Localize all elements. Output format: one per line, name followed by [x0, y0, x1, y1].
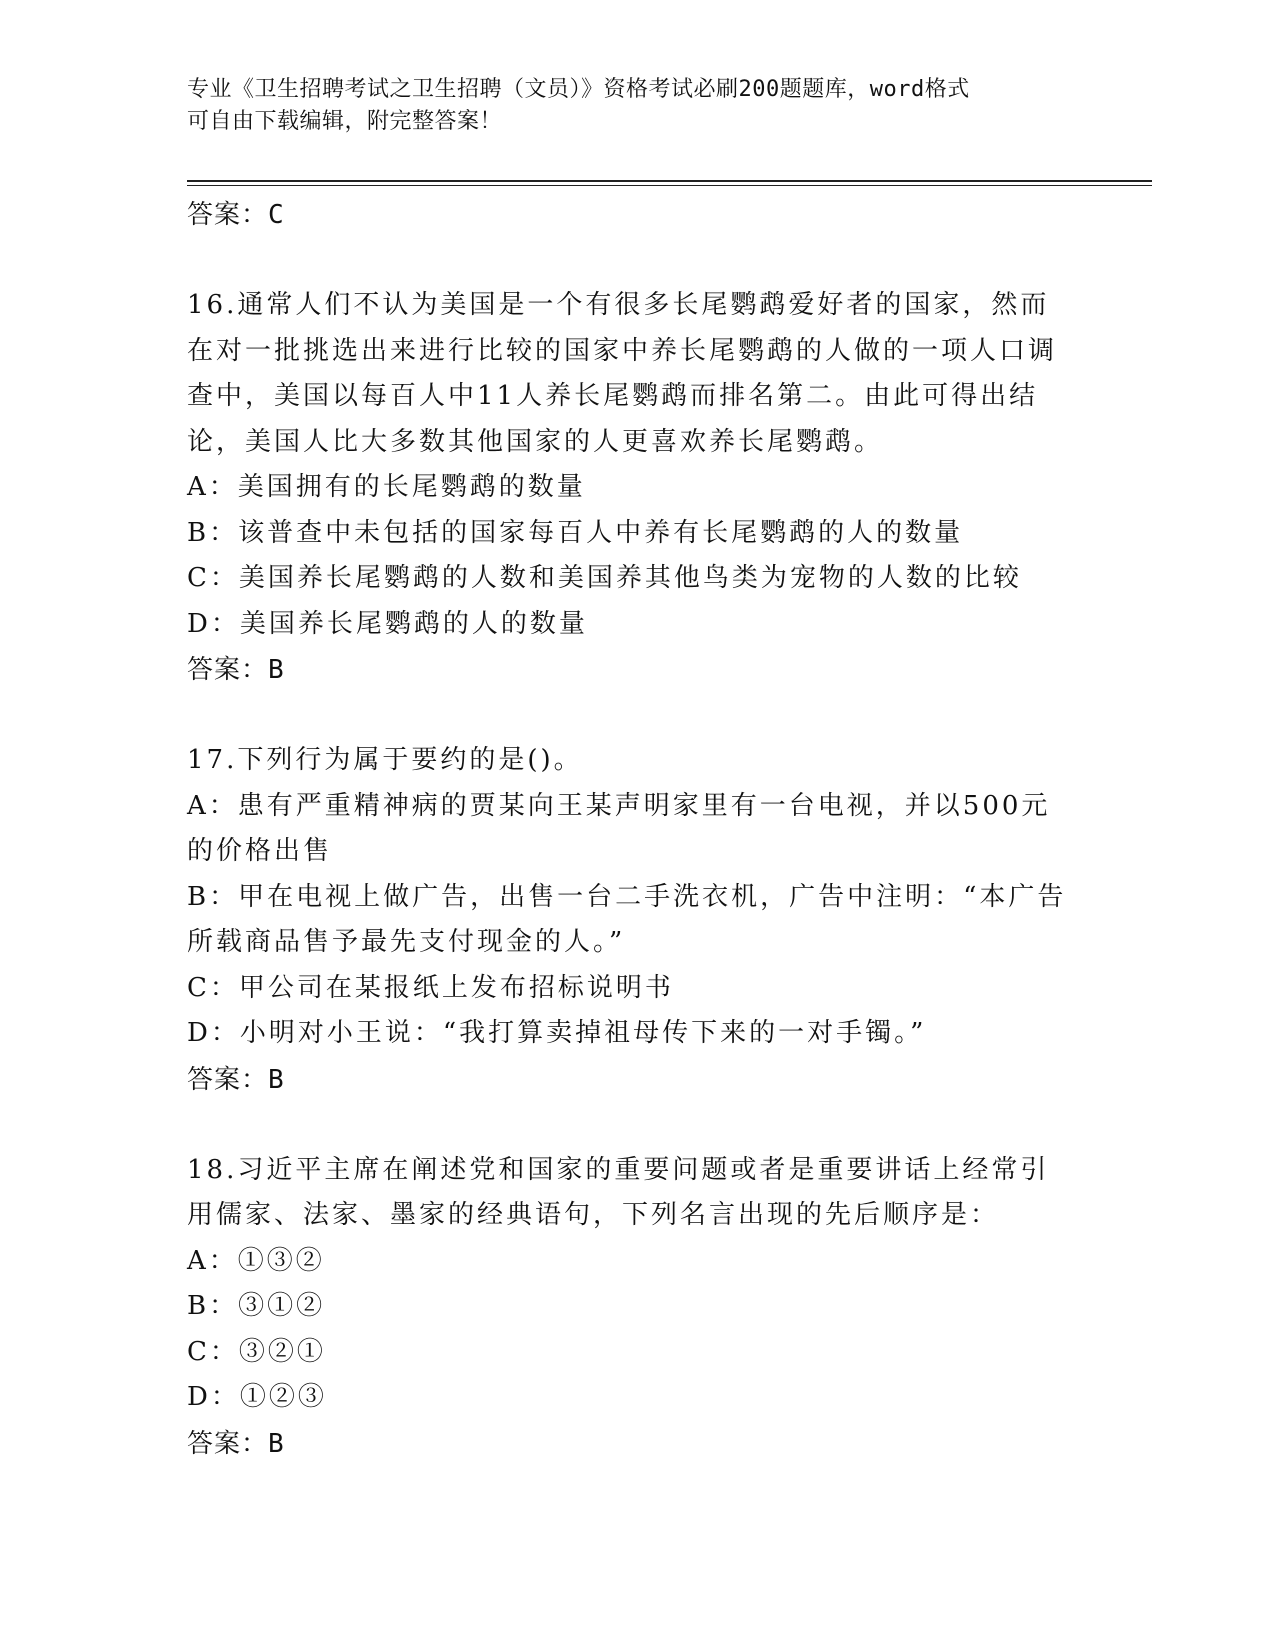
option-d: D：美国养长尾鹦鹉的人的数量 [187, 608, 588, 639]
option-b: B：该普查中未包括的国家每百人中养有长尾鹦鹉的人的数量 [187, 517, 964, 548]
header-line-1: 专业《卫生招聘考试之卫生招聘（文员）》资格考试必刷200题题库，word格式 [187, 77, 970, 102]
document-body [187, 192, 1077, 1467]
option-c: C：甲公司在某报纸上发布招标说明书 [187, 972, 674, 1003]
spacer [187, 238, 1077, 283]
answer-label: 答案：B [187, 1428, 285, 1459]
document-header [187, 74, 1067, 138]
spacer [187, 1103, 1077, 1148]
option-c: C：美国养长尾鹦鹉的人数和美国养其他鸟类为宠物的人数的比较 [187, 563, 1022, 593]
question-17 [187, 738, 1077, 1103]
option-a: A：美国拥有的长尾鹦鹉的数量 [187, 472, 586, 502]
answer-label: 答案：B [187, 655, 285, 685]
option-b: B：甲在电视上做广告，出售一台二手洗衣机，广告中注明：“本广告所载商品售予最先支付现金的人。” [187, 881, 1067, 957]
question-16 [187, 283, 1077, 693]
header-rule-thin [187, 185, 1152, 186]
question-18 [187, 1148, 1077, 1467]
question-text: 18.习近平主席在阐述党和国家的重要问题或者是重要讲话上经常引用儒家、法家、墨家的经典语句，下列名言出现的先后顺序是： [187, 1154, 1050, 1230]
question-text: 16.通常人们不认为美国是一个有很多长尾鹦鹉爱好者的国家，然而在对一批挑选出来进行比较的国家中养长尾鹦鹉的人做的一项人口调查中，美国以每百人中11人养长尾鹦鹉而排名第二。由此可得出结论，美国人比大多数其他国家的人更喜欢养长尾鹦鹉。 [187, 290, 1058, 457]
answer-label: 答案：B [187, 1064, 285, 1095]
header-line-2: 可自由下载编辑，附完整答案！ [187, 109, 503, 134]
option-d: D：小明对小王说：“我打算卖掉祖母传下来的一对手镯。” [187, 1018, 927, 1048]
option-d: D：①②③ [187, 1382, 327, 1412]
option-a: A：①③② [187, 1245, 325, 1276]
spacer [187, 693, 1077, 738]
option-a: A：患有严重精神病的贾某向王某声明家里有一台电视，并以500元的价格出售 [187, 790, 1051, 866]
question-text: 17.下列行为属于要约的是()。 [187, 745, 583, 775]
header-rule-thick [187, 180, 1152, 182]
option-b: B：③①② [187, 1291, 326, 1321]
answer-label: 答案：C [187, 200, 285, 230]
option-c: C：③②① [187, 1336, 326, 1367]
